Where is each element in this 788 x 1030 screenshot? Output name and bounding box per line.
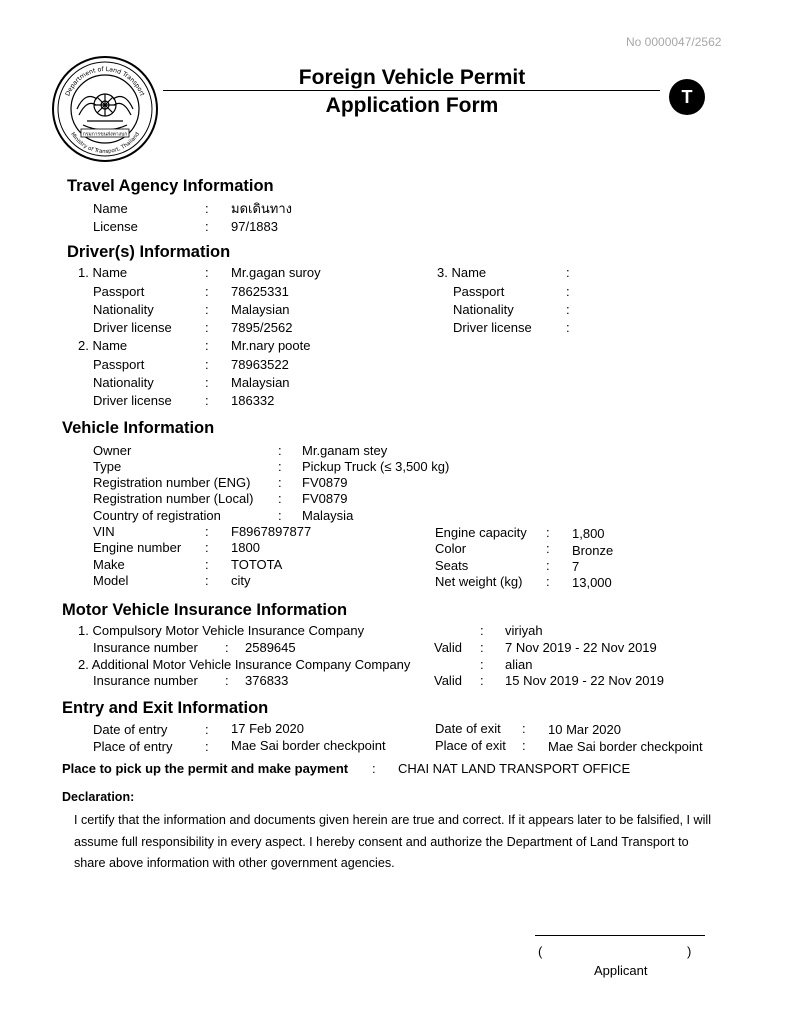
entry-exit-heading: Entry and Exit Information <box>62 699 269 717</box>
compulsory-valid-label: Valid <box>434 640 462 655</box>
net-weight-label: Net weight (kg) <box>435 574 523 589</box>
driver3-nationality-label: Nationality <box>453 302 514 317</box>
colon: : <box>546 525 550 540</box>
colon: : <box>225 640 229 655</box>
signature-close-paren: ) <box>687 944 692 959</box>
reg-local-label: Registration number (Local) <box>93 491 254 506</box>
driver1-passport-value: 78625331 <box>231 284 289 299</box>
reg-eng-label: Registration number (ENG) <box>93 475 251 490</box>
driver2-passport-value: 78963522 <box>231 357 289 372</box>
place-entry-label: Place of entry <box>93 739 173 754</box>
driver2-license-label: Driver license <box>93 393 172 408</box>
seal-top-text: Department of Land Transport <box>64 65 146 98</box>
colon: : <box>205 393 209 408</box>
country-label: Country of registration <box>93 508 221 523</box>
place-entry-value: Mae Sai border checkpoint <box>231 738 386 753</box>
colon: : <box>205 357 209 372</box>
place-exit-label: Place of exit <box>435 738 506 753</box>
colon: : <box>480 657 484 672</box>
model-label: Model <box>93 573 129 588</box>
model-value: city <box>231 573 251 588</box>
signature-line <box>535 935 705 936</box>
declaration-text: I certify that the information and documents given herein are true and correct. If it appears later to be falsified, I will assume full responsibility in every aspect. I hereby consent and authorize the Department of Land Transport to share above information with other government agencies. <box>74 813 712 871</box>
driver3-license-label: Driver license <box>453 320 532 335</box>
driver2-nationality-value: Malaysian <box>231 375 290 390</box>
compulsory-number-value: 2589645 <box>245 640 296 655</box>
engine-number-label: Engine number <box>93 540 182 555</box>
colon: : <box>480 623 484 638</box>
colon: : <box>205 338 209 353</box>
agency-license-label: License <box>93 219 138 234</box>
colon: : <box>566 265 570 280</box>
vin-value: F8967897877 <box>231 524 312 539</box>
form-title-line1: Foreign Vehicle Permit <box>298 66 526 89</box>
driver1-passport-label: Passport <box>93 284 145 299</box>
driver2-passport-label: Passport <box>93 357 145 372</box>
driver2-name-label: 2. Name <box>78 338 128 353</box>
colon: : <box>205 739 209 754</box>
driver1-name-label: 1. Name <box>78 265 128 280</box>
compulsory-valid-value: 7 Nov 2019 - 22 Nov 2019 <box>505 640 657 655</box>
colon: : <box>278 491 282 506</box>
signature-open-paren: ( <box>538 944 543 959</box>
date-entry-value: 17 Feb 2020 <box>231 721 305 736</box>
make-value: TOTOTA <box>231 557 283 572</box>
colon: : <box>205 302 209 317</box>
colon: : <box>522 738 526 753</box>
colon: : <box>205 284 209 299</box>
additional-valid-value: 15 Nov 2019 - 22 Nov 2019 <box>505 673 664 688</box>
compulsory-number-label: Insurance number <box>93 640 198 655</box>
date-exit-value: 10 Mar 2020 <box>548 722 621 737</box>
declaration-heading: Declaration: <box>62 790 135 804</box>
pickup-label: Place to pick up the permit and make payment <box>62 761 349 776</box>
colon: : <box>522 721 526 736</box>
driver1-license-label: Driver license <box>93 320 172 335</box>
compulsory-insurance-label: 1. Compulsory Motor Vehicle Insurance Company <box>78 623 365 638</box>
additional-valid-label: Valid <box>434 673 462 688</box>
color-value: Bronze <box>572 543 614 558</box>
colon: : <box>480 673 484 688</box>
colon: : <box>278 459 282 474</box>
agency-name-label: Name <box>93 201 128 216</box>
owner-label: Owner <box>93 443 132 458</box>
country-value: Malaysia <box>302 508 354 523</box>
colon: : <box>546 558 550 573</box>
form-title-line2: Application Form <box>325 94 499 117</box>
driver2-nationality-label: Nationality <box>93 375 154 390</box>
color-label: Color <box>435 541 467 556</box>
dlt-seal-logo <box>51 55 159 163</box>
driver1-nationality-label: Nationality <box>93 302 154 317</box>
additional-insurance-value: alian <box>505 657 533 672</box>
colon: : <box>205 722 209 737</box>
place-exit-value: Mae Sai border checkpoint <box>548 739 703 754</box>
date-entry-label: Date of entry <box>93 722 168 737</box>
vehicle-heading: Vehicle Information <box>62 419 215 437</box>
colon: : <box>278 475 282 490</box>
category-badge: T <box>669 79 705 115</box>
driver2-name-value: Mr.nary poote <box>231 338 311 353</box>
driver1-name-value: Mr.gagan suroy <box>231 265 321 280</box>
engine-number-value: 1800 <box>231 540 260 555</box>
seal-bottom-text: Ministry of Transport, Thailand <box>69 131 141 156</box>
colon: : <box>566 284 570 299</box>
document-number: No 0000047/2562 <box>626 35 722 49</box>
make-label: Make <box>93 557 125 572</box>
owner-value: Mr.ganam stey <box>302 443 388 458</box>
driver2-license-value: 186332 <box>231 393 275 408</box>
engine-capacity-value: 1,800 <box>572 526 605 541</box>
colon: : <box>205 219 209 234</box>
applicant-caption: Applicant <box>594 963 648 978</box>
engine-capacity-label: Engine capacity <box>435 525 527 540</box>
colon: : <box>566 320 570 335</box>
colon: : <box>225 673 229 688</box>
travel-agency-heading: Travel Agency Information <box>67 177 274 195</box>
colon: : <box>205 320 209 335</box>
colon: : <box>566 302 570 317</box>
colon: : <box>205 540 209 555</box>
seal-emblem-icon <box>51 55 159 163</box>
reg-eng-value: FV0879 <box>302 475 348 490</box>
colon: : <box>205 573 209 588</box>
vin-label: VIN <box>93 524 115 539</box>
title-rule <box>163 90 660 91</box>
insurance-heading: Motor Vehicle Insurance Information <box>62 601 348 619</box>
drivers-heading: Driver(s) Information <box>67 243 231 261</box>
colon: : <box>546 574 550 589</box>
additional-number-label: Insurance number <box>93 673 198 688</box>
net-weight-value: 13,000 <box>572 575 612 590</box>
seats-value: 7 <box>572 559 580 574</box>
colon: : <box>205 201 209 216</box>
type-value: Pickup Truck (≤ 3,500 kg) <box>302 459 450 474</box>
colon: : <box>372 761 376 776</box>
colon: : <box>546 541 550 556</box>
colon: : <box>278 508 282 523</box>
type-label: Type <box>93 459 122 474</box>
colon: : <box>205 557 209 572</box>
additional-insurance-label: 2. Additional Motor Vehicle Insurance Company Company <box>78 657 411 672</box>
driver3-passport-label: Passport <box>453 284 505 299</box>
colon: : <box>205 524 209 539</box>
colon: : <box>480 640 484 655</box>
driver3-name-label: 3. Name <box>437 265 487 280</box>
agency-name-value: มดเดินทาง <box>231 201 293 216</box>
date-exit-label: Date of exit <box>435 721 501 736</box>
agency-license-value: 97/1883 <box>231 219 278 234</box>
colon: : <box>205 375 209 390</box>
pickup-value: CHAI NAT LAND TRANSPORT OFFICE <box>398 761 631 776</box>
colon: : <box>205 265 209 280</box>
seats-label: Seats <box>435 558 469 573</box>
compulsory-insurance-value: viriyah <box>505 623 543 638</box>
additional-number-value: 376833 <box>245 673 289 688</box>
reg-local-value: FV0879 <box>302 491 348 506</box>
driver1-nationality-value: Malaysian <box>231 302 290 317</box>
seal-thai-text: กรมการขนส่งทางบก <box>82 131 128 138</box>
driver1-license-value: 7895/2562 <box>231 320 293 335</box>
colon: : <box>278 443 282 458</box>
